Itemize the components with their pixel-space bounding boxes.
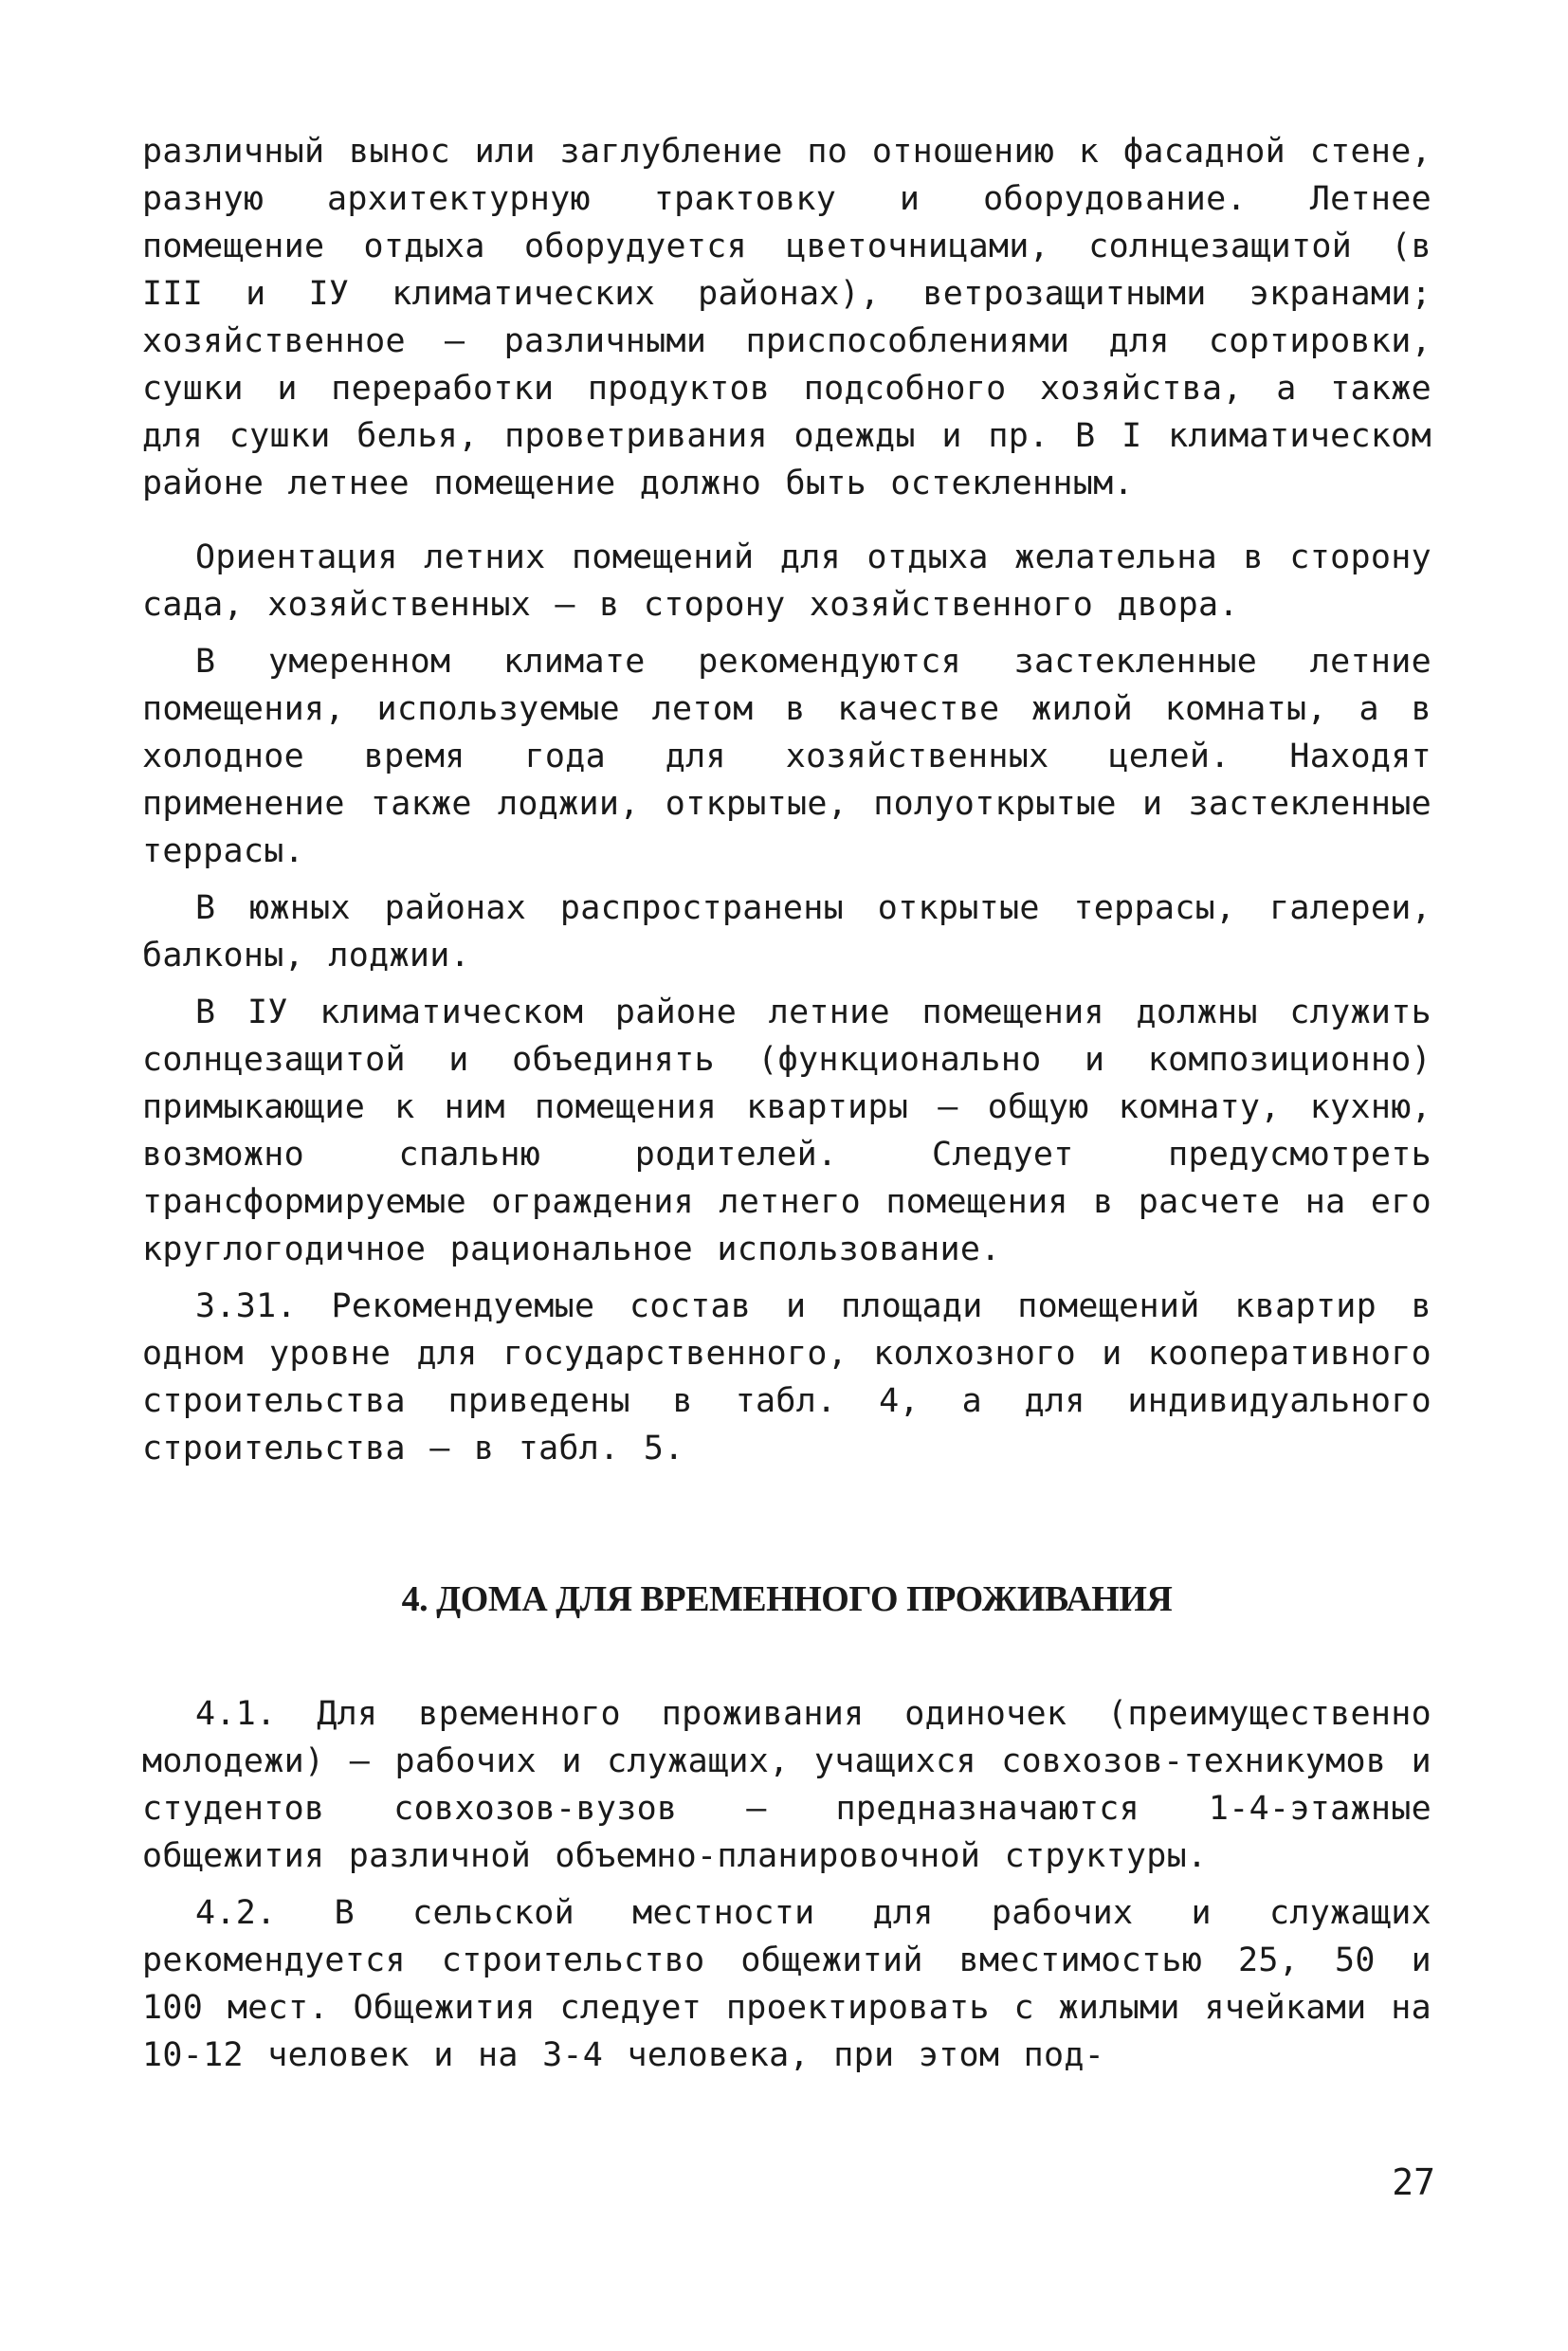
paragraph-4-1: 4.1. Для временного проживания одиночек (преимущественно молодежи) – рабочих и служащих, учащихся совхозов-техникумов и студентов совхозов-вузов – предназначаются 1-4-этажные общежития различной объемно-планировочной структуры. (142, 1695, 1431, 1875)
page-number: 27 (1392, 2161, 1435, 2203)
paragraph-orientation: Ориентация летних помещений для отдыха желательна в сторону сада, хозяйственных – в сторону хозяйственного двора. (142, 538, 1431, 624)
paragraph-4-2: 4.2. В сельской местности для рабочих и служащих рекомендуется строительство общежитий вместимостью 25, 50 и 100 мест. Общежития следует проектировать с жилыми ячейками на 10-12 человек и на 3-4 человека, при этом под- (142, 1894, 1431, 2074)
paragraph-southern-regions: В южных районах распространены открытые террасы, галереи, балконы, лоджии. (142, 889, 1431, 975)
section-heading: 4. ДОМА ДЛЯ ВРЕМЕННОГО ПРОЖИВАНИЯ (401, 1579, 1173, 1619)
paragraph-3-31: 3.31. Рекомендуемые состав и площади помещений квартир в одном уровне для государственного, колхозного и кооперативного строительства приведены в табл. 4, а для индивидуального строительства – в табл. 5. (142, 1287, 1431, 1467)
paragraph-continuation: различный вынос или заглубление по отношению к фасадной стене, разную архитектурную трактовку и оборудование. Летнее помещение отдыха оборудуется цветочницами, солнцезащитой (в III и IУ климатических районах), ветрозащитными экранами; хозяйственное – различными приспособлениями для сортировки, сушки и переработки продуктов подсобного хозяйства, а также для сушки белья, проветривания одежды и пр. В I климатическом районе летнее помещение должно быть остекленным. (142, 133, 1431, 502)
paragraph-moderate-climate: В умеренном климате рекомендуются застекленные летние помещения, используемые летом в качестве жилой комнаты, а в холодное время года для хозяйственных целей. Находят применение также лоджии, открытые, полуоткрытые и застекленные террасы. (142, 643, 1431, 870)
document-page (142, 128, 1431, 2079)
paragraph-climate-zone-iv: В IУ климатическом районе летние помещения должны служить солнцезащитой и объединять (функционально и композиционно) примыкающие к ним помещения квартиры – общую комнату, кухню, возможно спальню родителей. Следует предусмотреть трансформируемые ограждения летнего помещения в расчете на его круглогодичное рациональное использование. (142, 993, 1431, 1268)
